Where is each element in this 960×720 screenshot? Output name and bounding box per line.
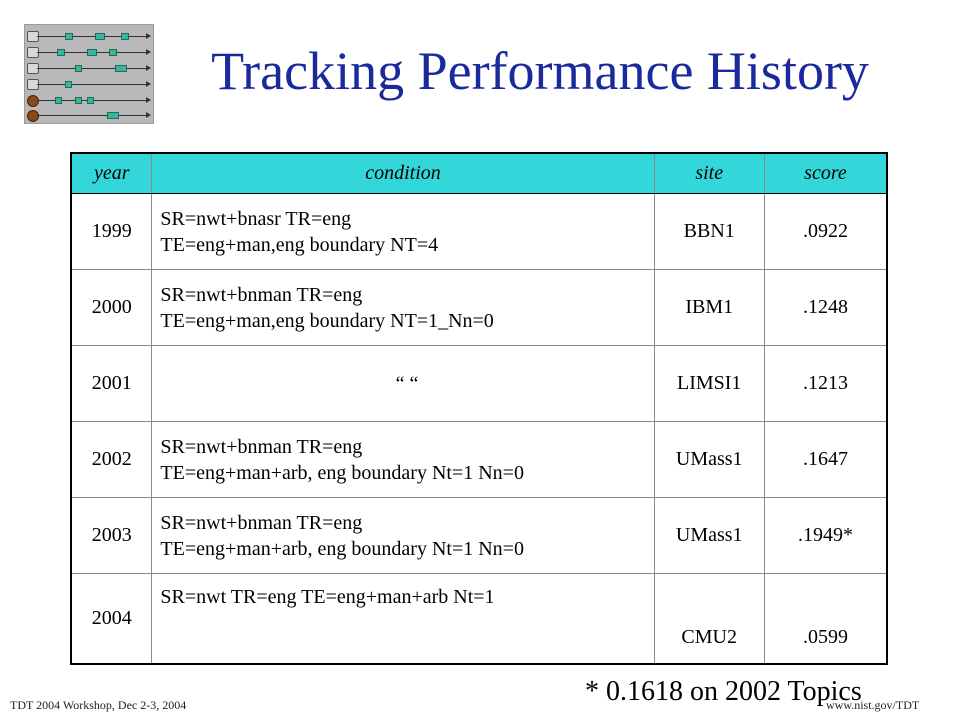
cell-site: LIMSI1 [654,346,764,422]
tdt-logo [24,24,154,124]
cell-score: .0922 [764,194,887,270]
condition-line: SR=nwt+bnman TR=eng [160,511,363,534]
footer-url: www.nist.gov/TDT [826,698,920,712]
condition-line: TE=eng+man,eng boundary NT=1_Nn=0 [160,309,494,332]
table-row [71,346,887,422]
cell-condition [152,270,654,346]
cell-condition [152,346,654,422]
cell-condition [152,194,654,270]
cell-year: 2000 [71,270,152,346]
column-header-site: site [654,153,764,194]
column-header-condition: condition [152,153,654,194]
person-icon [27,95,39,107]
table-row [71,498,887,574]
condition-line: SR=nwt+bnman TR=eng [160,435,363,458]
cell-score: .0599 [764,574,887,665]
table-row [71,270,887,346]
column-header-year: year [71,153,152,194]
footnote: * 0.1618 on 2002 Topics [585,676,862,707]
cell-year: 2001 [71,346,152,422]
cell-year: 2003 [71,498,152,574]
cell-site: IBM1 [654,270,764,346]
condition-line: SR=nwt+bnman TR=eng [160,283,363,306]
table-row [71,194,887,270]
cell-score: .1949* [764,498,887,574]
cell-site: UMass1 [654,422,764,498]
condition-line: TE=eng+man,eng boundary NT=4 [160,233,439,256]
cell-site: UMass1 [654,498,764,574]
cell-score: .1647 [764,422,887,498]
cell-year: 1999 [71,194,152,270]
cell-site: CMU2 [654,574,764,665]
table-header-row [71,153,887,194]
condition-line: TE=eng+man+arb, eng boundary Nt=1 Nn=0 [160,537,524,560]
table-row [71,574,887,665]
cell-year: 2002 [71,422,152,498]
performance-table [70,152,888,665]
column-header-score: score [764,153,887,194]
condition-line: SR=nwt+bnasr TR=eng [160,207,352,230]
cell-condition [152,422,654,498]
person-icon [27,110,39,122]
condition-line: “ “ [395,372,419,395]
cell-score: .1213 [764,346,887,422]
condition-line: TE=eng+man+arb, eng boundary Nt=1 Nn=0 [160,461,524,484]
table-row [71,422,887,498]
cell-condition [152,574,654,665]
cell-condition [152,498,654,574]
condition-line: SR=nwt TR=eng TE=eng+man+arb Nt=1 [160,586,495,608]
footer-workshop: TDT 2004 Workshop, Dec 2-3, 2004 [10,698,187,712]
cell-site: BBN1 [654,194,764,270]
page-title: Tracking Performance History [211,41,869,101]
cell-score: .1248 [764,270,887,346]
cell-year: 2004 [71,574,152,665]
